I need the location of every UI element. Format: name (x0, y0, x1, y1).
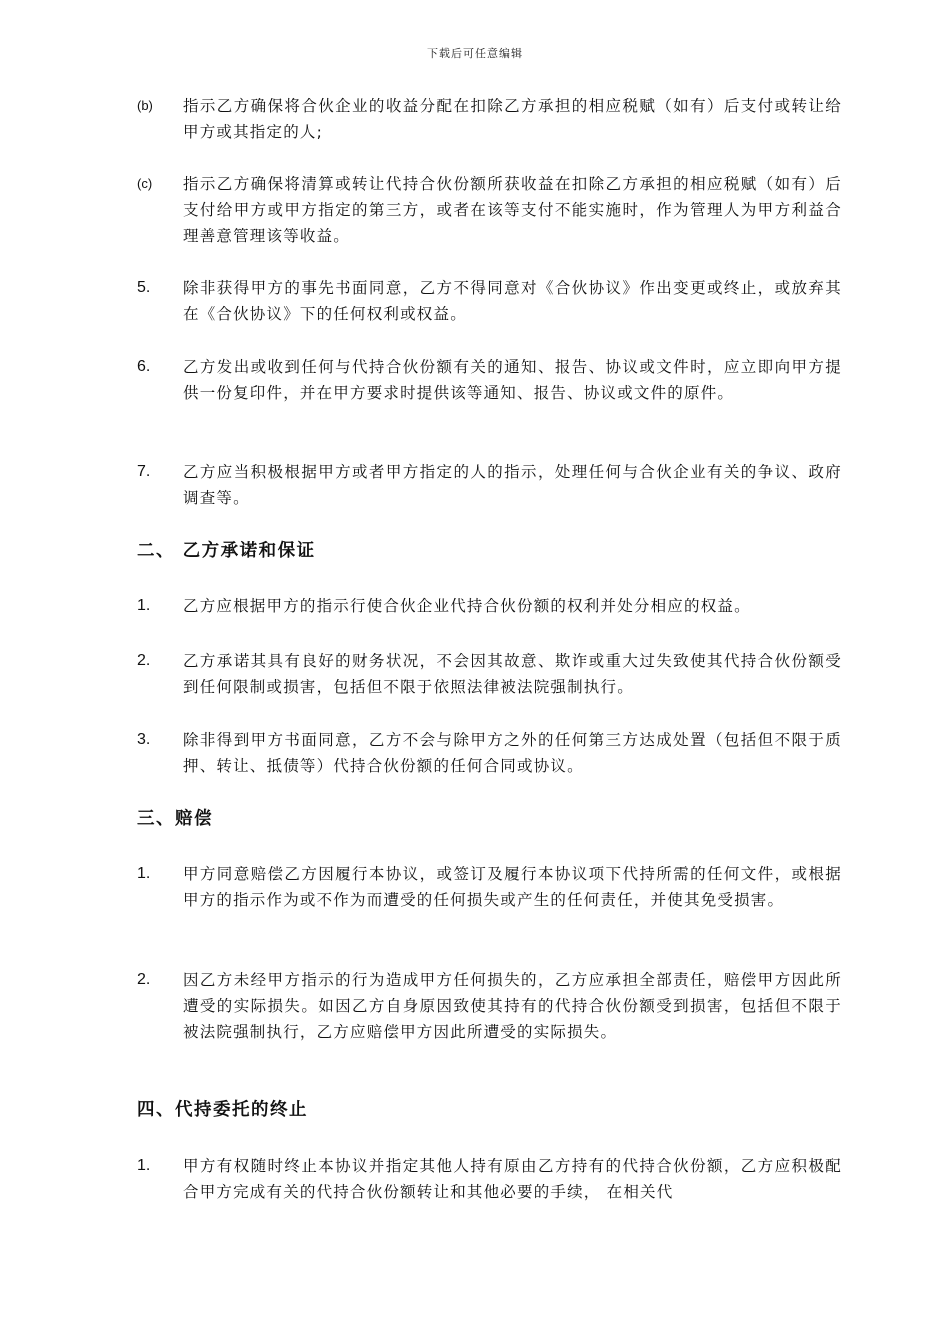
clause-text: 乙方应当积极根据甲方或者甲方指定的人的指示，处理任何与合伙企业有关的争议、政府调查等。 (183, 463, 842, 507)
clause-text: 除非得到甲方书面同意，乙方不会与除甲方之外的任何第三方达成处置（包括但不限于质押、转让、抵债等）代持合伙份额的任何合同或协议。 (183, 731, 842, 775)
clause-number: (c) (137, 176, 153, 191)
section3-clause-1 (137, 861, 842, 913)
clause-7 (137, 459, 842, 511)
clause-number: 5. (137, 279, 151, 296)
section2-clause-3 (137, 727, 842, 779)
clause-text: 除非获得甲方的事先书面同意，乙方不得同意对《合伙协议》作出变更或终止，或放弃其在《合伙协议》下的任何权利或权益。 (183, 279, 842, 323)
clause-c (137, 171, 842, 249)
clause-text: 乙方承诺其具有良好的财务状况，不会因其故意、欺诈或重大过失致使其代持合伙份额受到任何限制或损害，包括但不限于依照法律被法院强制执行。 (183, 652, 842, 696)
clause-number: 1. (137, 1157, 151, 1174)
clause-text: 因乙方未经甲方指示的行为造成甲方任何损失的，乙方应承担全部责任，赔偿甲方因此所遭受的实际损失。如因乙方自身原因致使其持有的代持合伙份额受到损害，包括但不限于被法院强制执行，乙方应赔偿甲方因此所遭受的实际损失。 (183, 971, 842, 1041)
clause-5 (137, 275, 842, 327)
clause-text: 甲方同意赔偿乙方因履行本协议，或签订及履行本协议项下代持所需的任何文件，或根据甲方的指示作为或不作为而遭受的任何损失或产生的任何责任，并使其免受损害。 (183, 865, 842, 909)
clause-text: 指示乙方确保将清算或转让代持合伙份额所获收益在扣除乙方承担的相应税赋（如有）后支付给甲方或甲方指定的第三方，或者在该等支付不能实施时，作为管理人为甲方利益合理善意管理该等收益。 (183, 175, 842, 245)
section2-clause-2 (137, 648, 842, 700)
section-heading: 三、赔偿 (137, 809, 213, 829)
clause-number: 1. (137, 597, 151, 614)
section4-clause-1 (137, 1153, 842, 1205)
clause-text: 甲方有权随时终止本协议并指定其他人持有原由乙方持有的代持合伙份额，乙方应积极配合甲方完成有关的代持合伙份额转让和其他必要的手续， 在相关代 (183, 1157, 842, 1201)
clause-number: 2. (137, 971, 151, 988)
section2-clause-1 (137, 593, 842, 619)
clause-b (137, 93, 842, 145)
clause-number: 7. (137, 463, 151, 480)
clause-number: (b) (137, 98, 153, 113)
clause-text: 乙方应根据甲方的指示行使合伙企业代持合伙份额的权利并处分相应的权益。 (183, 597, 751, 615)
clause-text: 指示乙方确保将合伙企业的收益分配在扣除乙方承担的相应税赋（如有）后支付或转让给甲方或其指定的人; (183, 97, 842, 141)
clause-6 (137, 354, 842, 406)
page-header: 下载后可任意编辑 (427, 47, 523, 60)
section-heading: 四、代持委托的终止 (137, 1100, 308, 1120)
clause-number: 3. (137, 731, 151, 748)
section3-clause-2 (137, 967, 842, 1045)
section-heading: 二、 乙方承诺和保证 (137, 541, 316, 561)
clause-text: 乙方发出或收到任何与代持合伙份额有关的通知、报告、协议或文件时，应立即向甲方提供一份复印件，并在甲方要求时提供该等通知、报告、协议或文件的原件。 (183, 358, 842, 402)
clause-number: 6. (137, 358, 151, 375)
clause-number: 2. (137, 652, 151, 669)
clause-number: 1. (137, 865, 151, 882)
